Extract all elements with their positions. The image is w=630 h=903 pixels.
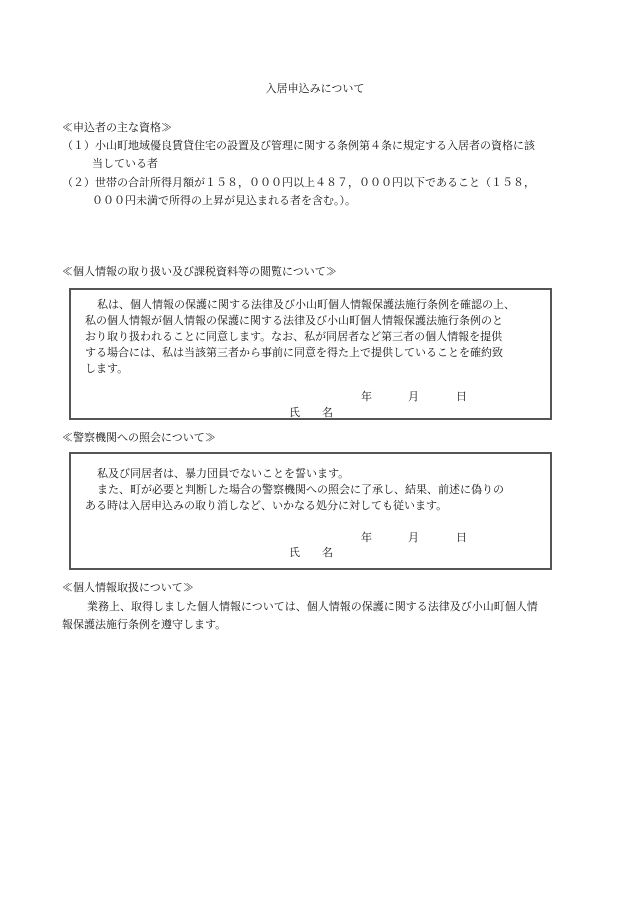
police-month-label: 月 <box>408 531 419 544</box>
police-consent-box <box>69 452 552 570</box>
handling-line-1: 業務上、取得しました個人情報については、個人情報の保護に関する法律及び小山町個人情 <box>87 600 538 613</box>
qualification-item-2-cont: ０００円未満で所得の上昇が見込まれる者を含む。）。 <box>92 194 356 207</box>
qualification-item-2: （２）世帯の合計所得月額が１５８，０００円以上４８７，０００円以下であること（１５８， <box>62 176 535 189</box>
qualifications-heading: ≪申込者の主な資格≫ <box>62 121 172 134</box>
qualification-item-1-cont: 当している者 <box>92 157 158 170</box>
privacy-year-label: 年 <box>361 390 372 403</box>
privacy-line-3: おり取り扱われることに同意します。なお、私が同居者など第三者の個人情報を提供 <box>85 330 503 343</box>
police-name-label: 氏 名 <box>289 546 333 559</box>
police-heading: ≪警察機関への照会について≫ <box>62 431 216 444</box>
privacy-name-label: 氏 名 <box>289 406 333 419</box>
handling-heading: ≪個人情報取扱について≫ <box>62 581 194 594</box>
police-line-3: ある時は入居申込みの取り消しなど、いかなる処分に対しても従います。 <box>85 499 448 512</box>
privacy-line-4: する場合には、私は当該第三者から事前に同意を得た上で提供していることを確約致 <box>85 346 503 359</box>
privacy-consent-box <box>69 288 552 420</box>
privacy-line-5: します。 <box>85 362 129 375</box>
privacy-heading: ≪個人情報の取り扱い及び課税資料等の閲覧について≫ <box>62 265 337 278</box>
privacy-month-label: 月 <box>408 390 419 403</box>
privacy-day-label: 日 <box>456 390 467 403</box>
police-line-1: 私及び同居者は、暴力団員でないことを誓います。 <box>97 467 350 480</box>
handling-line-2: 報保護法施行条例を遵守します。 <box>62 618 227 631</box>
page-title: 入居申込みについて <box>265 82 365 95</box>
police-line-2: また、町が必要と判断した場合の警察機関への照会に了承し、結果、前述に偽りの <box>97 483 504 496</box>
police-day-label: 日 <box>456 531 467 544</box>
qualification-item-1: （１）小山町地域優良賃貸住宅の設置及び管理に関する条例第４条に規定する入居者の資格に該 <box>62 139 535 152</box>
privacy-line-1: 私は、個人情報の保護に関する法律及び小山町個人情報保護法施行条例を確認の上、 <box>97 298 515 311</box>
privacy-line-2: 私の個人情報が個人情報の保護に関する法律及び小山町個人情報保護法施行条例のと <box>85 314 503 327</box>
police-year-label: 年 <box>361 531 372 544</box>
